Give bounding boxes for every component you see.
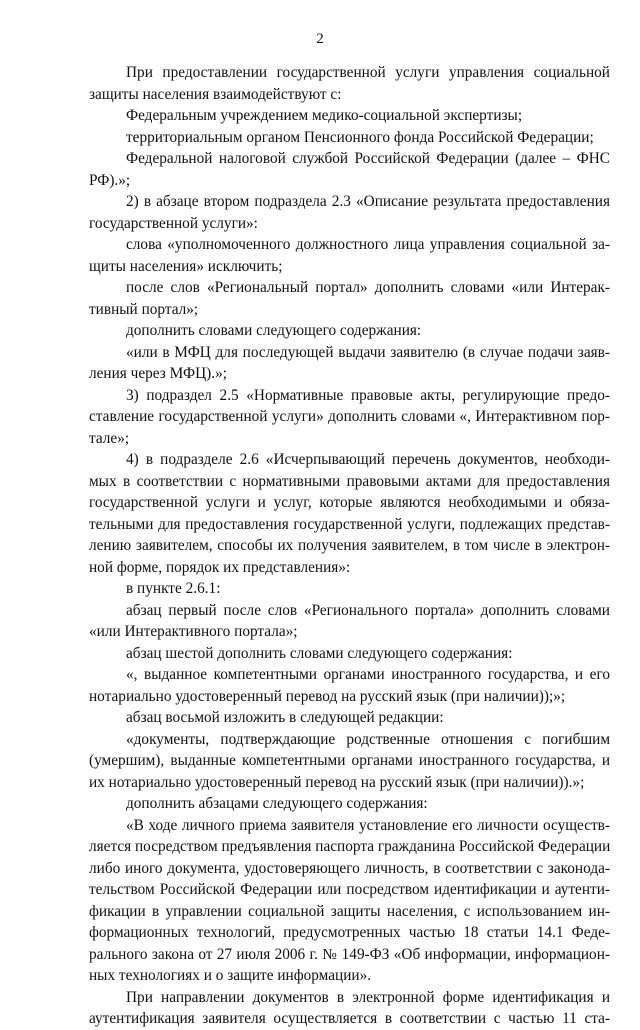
text-line: либо иного документа, удостоверяющего личность, в соответствии с законода-	[89, 859, 610, 877]
text-line: абзац первый после слов «Регионального портала» дополнить словами	[126, 601, 610, 619]
text-line: ной форме, порядок их представления»:	[89, 558, 351, 576]
text-line: аутентификация заявителя осуществляется в соответствии с частью 11 ста-	[89, 1010, 610, 1027]
text-line: тельными для предоставления государственной услуги, подлежащих представ-	[89, 515, 610, 533]
text-line: дополнить словами следующего содержания:	[126, 322, 422, 339]
text-line: тивный портал»;	[89, 300, 199, 318]
text-line: государственной услуги и услуг, которые являются необходимыми и обяза-	[89, 494, 610, 511]
text-line: государственной услуги»:	[89, 214, 258, 232]
text-line: «или Интерактивного портала»;	[89, 623, 298, 640]
text-line: абзац восьмой изложить в следующей редакции:	[126, 709, 444, 726]
text-line: после слов «Региональный портал» дополнить словами «или Интерак-	[126, 279, 610, 296]
text-line: При предоставлении государственной услуги управления социальной	[126, 64, 610, 81]
text-line: (умершим), выданные компетентными органами иностранного государства, и	[89, 752, 610, 769]
text-line: защиты населения взаимодействуют с:	[89, 85, 342, 103]
text-line: Федеральной налоговой службой Российской Федерации (далее – ФНС	[126, 150, 610, 167]
text-line: тельством Российской Федерации или посредством идентификации и аутенти-	[89, 881, 610, 898]
document-body	[89, 62, 610, 1030]
text-line: ных технологиях и о защите информации».	[89, 967, 372, 984]
text-line: «или в МФЦ для последующей выдачи заявителю (в случае подачи заяв-	[126, 343, 610, 361]
text-line: в пункте 2.6.1:	[126, 580, 221, 597]
text-line: щиты населения» исключить;	[89, 257, 283, 275]
text-line: РФ).»;	[89, 171, 131, 189]
text-line: фикации в управлении социальной защиты населения, с использованием ин-	[89, 902, 610, 920]
text-line: «, выданное компетентными органами иностранного государства, и его	[126, 666, 610, 683]
text-line: лению заявителем, способы их получения заявителем, в том числе в электрон-	[89, 537, 610, 554]
text-line: нотариально удостоверенный перевод на русский язык (при наличии));»;	[89, 687, 566, 705]
text-line: 3) подраздел 2.5 «Нормативные правовые акты, регулирующие предо-	[126, 386, 610, 404]
text-line: 4) в подразделе 2.6 «Исчерпывающий перечень документов, необходи-	[126, 451, 610, 468]
text-line: дополнить абзацами следующего содержания:	[126, 795, 428, 812]
text-line: ставление государственной услуги» дополнить словами «, Интерактивном пор-	[89, 408, 610, 425]
text-line: «В ходе личного приема заявителя установление его личности осуществ-	[126, 816, 610, 834]
text-line: тале»;	[89, 429, 130, 447]
text-line: рального закона от 27 июля 2006 г. № 149-ФЗ «Об информации, информацион-	[89, 945, 610, 963]
text-line: Федеральным учреждением медико-социальной экспертизы;	[126, 107, 523, 124]
text-line: абзац шестой дополнить словами следующего содержания:	[126, 644, 513, 662]
text-line: 2) в абзаце втором подраздела 2.3 «Описание результата предоставления	[126, 193, 610, 210]
text-line: ляется посредством предъявления паспорта гражданина Российской Федерации	[89, 838, 610, 855]
text-line: их нотариально удостоверенный перевод на русский язык (при наличии)).»;	[89, 773, 585, 791]
text-line: территориальным органом Пенсионного фонда Российской Федерации;	[126, 128, 594, 146]
text-line: При направлении документов в электронной форме идентификация и	[126, 988, 610, 1006]
text-line: мых в соответствии с нормативными правовыми актами для предоставления	[89, 472, 610, 490]
page-number: 2	[316, 31, 324, 47]
text-line: слова «уполномоченного должностного лица управления социальной за-	[126, 236, 610, 253]
text-line: формационных технологий, предусмотренных частью 18 статьи 14.1 Феде-	[89, 924, 610, 941]
text-line: «документы, подтверждающие родственные отношения с погибшим	[126, 730, 610, 748]
text-line: ления через МФЦ).»;	[89, 365, 227, 382]
